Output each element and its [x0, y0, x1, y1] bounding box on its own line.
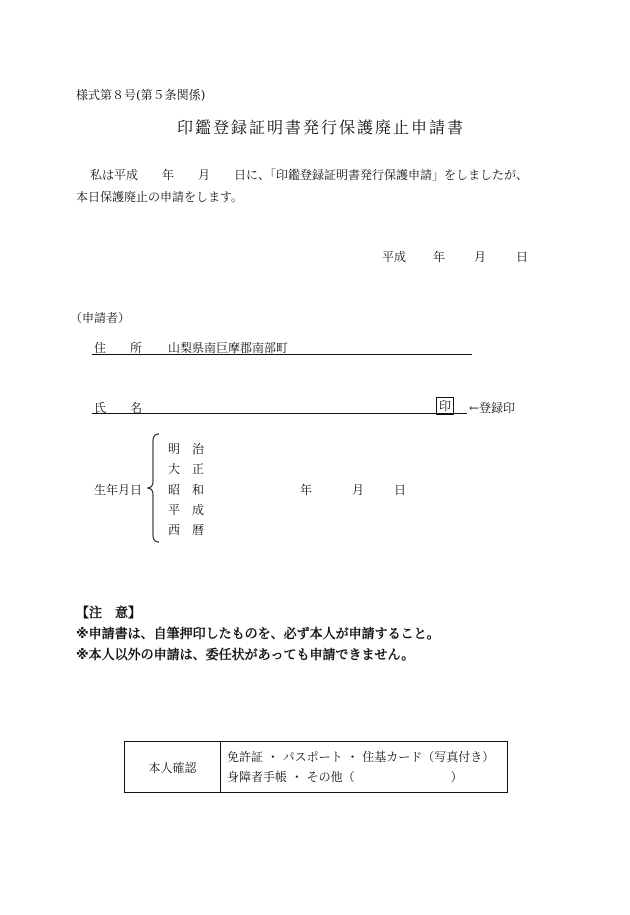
address-underline	[92, 354, 472, 355]
body-line-1: 私は平成 年 月 日に、「印鑑登録証明書発行保護申請」をしましたが、	[90, 168, 529, 182]
era-showa: 昭 和	[168, 483, 205, 497]
date-month-label: 月	[474, 250, 487, 264]
notes-heading: 【注 意】	[76, 606, 142, 621]
birth-label: 生年月日	[94, 483, 143, 497]
date-era: 平成	[382, 250, 407, 264]
address-value: 山梨県南巨摩郡南部町	[168, 341, 289, 355]
id-check-table	[124, 741, 508, 793]
id-check-line-1: 免許証 ・ パスポート ・ 住基カード（写真付き）	[227, 750, 495, 764]
body-line-2: 本日保護廃止の申請をします。	[76, 190, 244, 204]
form-number: 様式第８号(第５条関係)	[76, 88, 206, 102]
id-check-options	[221, 742, 508, 793]
page-title: 印鑑登録証明書発行保護廃止申請書	[177, 118, 466, 137]
era-brace	[144, 432, 164, 544]
id-check-label: 本人確認	[125, 742, 221, 793]
applicant-heading: （申請者）	[70, 311, 131, 325]
era-meiji: 明 治	[168, 442, 205, 456]
era-taisho: 大 正	[168, 462, 205, 476]
era-heisei: 平 成	[168, 503, 205, 517]
address-label: 住 所	[94, 341, 143, 355]
date-day-label: 日	[516, 250, 529, 264]
seal-box: 印	[436, 397, 454, 415]
date-year-label: 年	[433, 250, 446, 264]
note-item-2: ※本人以外の申請は、委任状があっても申請できません。	[76, 648, 415, 663]
birth-year-label: 年	[300, 483, 313, 497]
seal-note: ←登録印	[469, 401, 516, 415]
birth-month-label: 月	[352, 483, 365, 497]
name-label: 氏 名	[94, 401, 143, 415]
note-item-1: ※申請書は、自筆押印したものを、必ず本人が申請すること。	[76, 627, 440, 642]
name-underline	[92, 413, 467, 414]
id-check-line-2: 身障者手帳 ・ その他（ ）	[227, 770, 463, 784]
era-seireki: 西 暦	[168, 523, 205, 537]
birth-day-label: 日	[394, 483, 407, 497]
